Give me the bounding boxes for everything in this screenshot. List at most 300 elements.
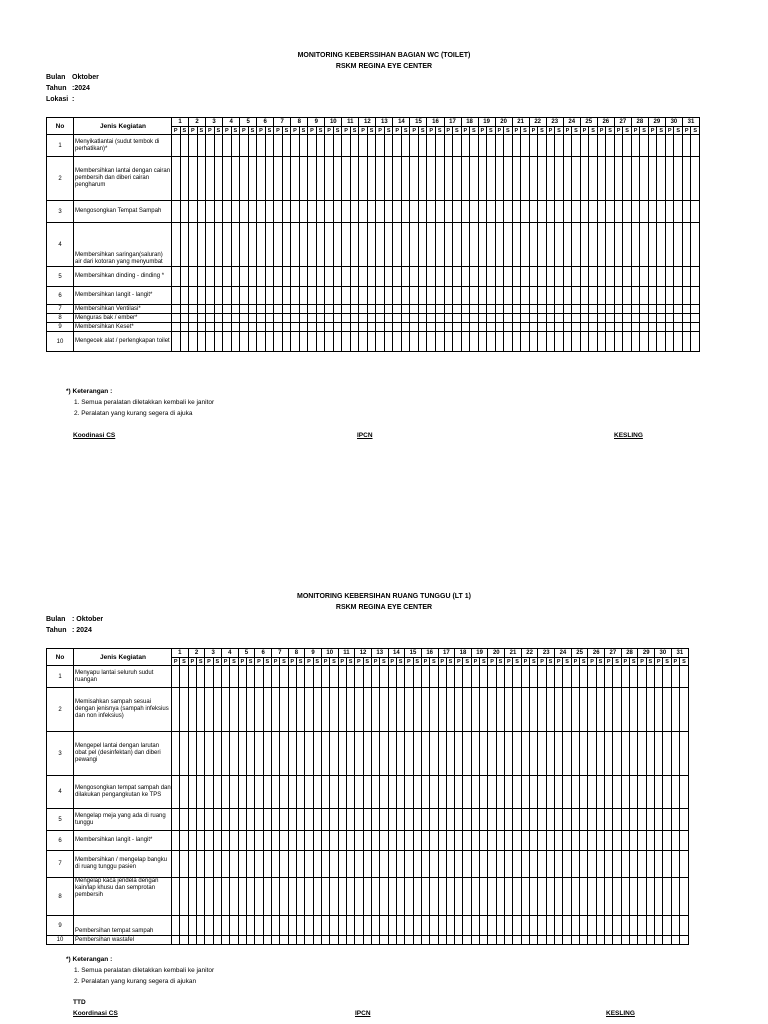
check-cell[interactable]	[280, 688, 288, 732]
check-cell[interactable]	[206, 332, 215, 352]
check-cell[interactable]	[487, 135, 496, 157]
check-cell[interactable]	[388, 936, 396, 945]
check-cell[interactable]	[197, 287, 206, 305]
check-cell[interactable]	[521, 666, 529, 688]
check-cell[interactable]	[430, 878, 438, 916]
check-cell[interactable]	[461, 323, 470, 332]
check-cell[interactable]	[305, 831, 313, 851]
check-cell[interactable]	[444, 305, 453, 314]
check-cell[interactable]	[572, 157, 581, 201]
check-cell[interactable]	[470, 201, 479, 223]
check-cell[interactable]	[196, 878, 204, 916]
check-cell[interactable]	[648, 157, 657, 201]
check-cell[interactable]	[546, 157, 555, 201]
check-cell[interactable]	[521, 776, 529, 809]
check-cell[interactable]	[621, 776, 629, 809]
check-cell[interactable]	[674, 135, 683, 157]
check-cell[interactable]	[488, 688, 496, 732]
check-cell[interactable]	[410, 223, 419, 267]
check-cell[interactable]	[480, 851, 488, 878]
check-cell[interactable]	[623, 287, 632, 305]
check-cell[interactable]	[455, 831, 463, 851]
check-cell[interactable]	[305, 732, 313, 776]
check-cell[interactable]	[471, 878, 479, 916]
check-cell[interactable]	[630, 776, 638, 809]
check-cell[interactable]	[288, 831, 296, 851]
check-cell[interactable]	[280, 878, 288, 916]
check-cell[interactable]	[321, 851, 329, 878]
check-cell[interactable]	[313, 831, 321, 851]
check-cell[interactable]	[271, 851, 279, 878]
check-cell[interactable]	[513, 809, 521, 831]
check-cell[interactable]	[363, 732, 371, 776]
check-cell[interactable]	[446, 831, 454, 851]
check-cell[interactable]	[435, 201, 444, 223]
check-cell[interactable]	[555, 287, 564, 305]
check-cell[interactable]	[529, 223, 538, 267]
check-cell[interactable]	[529, 287, 538, 305]
check-cell[interactable]	[630, 831, 638, 851]
check-cell[interactable]	[305, 878, 313, 916]
check-cell[interactable]	[663, 809, 671, 831]
check-cell[interactable]	[623, 332, 632, 352]
check-cell[interactable]	[505, 809, 513, 831]
check-cell[interactable]	[648, 332, 657, 352]
check-cell[interactable]	[248, 267, 257, 287]
check-cell[interactable]	[665, 323, 674, 332]
check-cell[interactable]	[463, 936, 471, 945]
check-cell[interactable]	[571, 688, 579, 732]
check-cell[interactable]	[376, 305, 385, 314]
check-cell[interactable]	[196, 732, 204, 776]
check-cell[interactable]	[371, 851, 379, 878]
check-cell[interactable]	[427, 323, 436, 332]
check-cell[interactable]	[546, 732, 554, 776]
check-cell[interactable]	[682, 332, 691, 352]
check-cell[interactable]	[546, 831, 554, 851]
check-cell[interactable]	[296, 688, 304, 732]
check-cell[interactable]	[455, 666, 463, 688]
check-cell[interactable]	[621, 851, 629, 878]
check-cell[interactable]	[470, 135, 479, 157]
check-cell[interactable]	[487, 201, 496, 223]
check-cell[interactable]	[180, 323, 189, 332]
check-cell[interactable]	[563, 809, 571, 831]
check-cell[interactable]	[580, 332, 589, 352]
check-cell[interactable]	[512, 323, 521, 332]
check-cell[interactable]	[538, 776, 546, 809]
check-cell[interactable]	[513, 936, 521, 945]
check-cell[interactable]	[521, 878, 529, 916]
check-cell[interactable]	[316, 157, 325, 201]
check-cell[interactable]	[213, 688, 221, 732]
check-cell[interactable]	[606, 201, 615, 223]
check-cell[interactable]	[446, 666, 454, 688]
check-cell[interactable]	[571, 936, 579, 945]
check-cell[interactable]	[563, 135, 572, 157]
check-cell[interactable]	[691, 323, 700, 332]
check-cell[interactable]	[682, 201, 691, 223]
check-cell[interactable]	[296, 732, 304, 776]
check-cell[interactable]	[355, 688, 363, 732]
check-cell[interactable]	[521, 201, 530, 223]
check-cell[interactable]	[213, 851, 221, 878]
check-cell[interactable]	[488, 831, 496, 851]
check-cell[interactable]	[546, 936, 554, 945]
check-cell[interactable]	[621, 666, 629, 688]
check-cell[interactable]	[214, 135, 223, 157]
check-cell[interactable]	[299, 201, 308, 223]
check-cell[interactable]	[646, 878, 654, 916]
check-cell[interactable]	[410, 332, 419, 352]
check-cell[interactable]	[461, 157, 470, 201]
check-cell[interactable]	[638, 831, 646, 851]
check-cell[interactable]	[393, 287, 402, 305]
check-cell[interactable]	[213, 666, 221, 688]
check-cell[interactable]	[172, 666, 180, 688]
check-cell[interactable]	[638, 732, 646, 776]
check-cell[interactable]	[495, 323, 504, 332]
check-cell[interactable]	[330, 916, 338, 936]
check-cell[interactable]	[238, 776, 246, 809]
check-cell[interactable]	[371, 732, 379, 776]
check-cell[interactable]	[631, 157, 640, 201]
check-cell[interactable]	[291, 287, 300, 305]
check-cell[interactable]	[655, 916, 663, 936]
check-cell[interactable]	[363, 666, 371, 688]
check-cell[interactable]	[274, 157, 283, 201]
check-cell[interactable]	[680, 916, 689, 936]
check-cell[interactable]	[453, 314, 462, 323]
check-cell[interactable]	[461, 314, 470, 323]
check-cell[interactable]	[333, 305, 342, 314]
check-cell[interactable]	[180, 201, 189, 223]
check-cell[interactable]	[313, 851, 321, 878]
check-cell[interactable]	[471, 809, 479, 831]
check-cell[interactable]	[682, 287, 691, 305]
check-cell[interactable]	[263, 916, 271, 936]
check-cell[interactable]	[538, 851, 546, 878]
check-cell[interactable]	[580, 201, 589, 223]
check-cell[interactable]	[606, 305, 615, 314]
check-cell[interactable]	[478, 135, 487, 157]
check-cell[interactable]	[240, 135, 249, 157]
check-cell[interactable]	[487, 314, 496, 323]
check-cell[interactable]	[563, 305, 572, 314]
check-cell[interactable]	[396, 936, 404, 945]
check-cell[interactable]	[488, 916, 496, 936]
check-cell[interactable]	[342, 323, 351, 332]
check-cell[interactable]	[470, 287, 479, 305]
check-cell[interactable]	[271, 776, 279, 809]
check-cell[interactable]	[265, 305, 274, 314]
check-cell[interactable]	[421, 831, 429, 851]
check-cell[interactable]	[496, 809, 504, 831]
check-cell[interactable]	[470, 332, 479, 352]
check-cell[interactable]	[630, 878, 638, 916]
check-cell[interactable]	[313, 666, 321, 688]
check-cell[interactable]	[691, 201, 700, 223]
check-cell[interactable]	[405, 688, 413, 732]
check-cell[interactable]	[189, 332, 198, 352]
check-cell[interactable]	[240, 267, 249, 287]
check-cell[interactable]	[393, 223, 402, 267]
check-cell[interactable]	[538, 688, 546, 732]
check-cell[interactable]	[478, 314, 487, 323]
check-cell[interactable]	[461, 287, 470, 305]
check-cell[interactable]	[188, 851, 196, 878]
check-cell[interactable]	[263, 732, 271, 776]
check-cell[interactable]	[405, 776, 413, 809]
check-cell[interactable]	[367, 287, 376, 305]
check-cell[interactable]	[308, 287, 317, 305]
check-cell[interactable]	[248, 287, 257, 305]
check-cell[interactable]	[305, 916, 313, 936]
check-cell[interactable]	[205, 916, 213, 936]
check-cell[interactable]	[214, 201, 223, 223]
check-cell[interactable]	[421, 809, 429, 831]
check-cell[interactable]	[213, 776, 221, 809]
check-cell[interactable]	[263, 666, 271, 688]
check-cell[interactable]	[405, 809, 413, 831]
check-cell[interactable]	[521, 732, 529, 776]
check-cell[interactable]	[646, 831, 654, 851]
check-cell[interactable]	[640, 287, 649, 305]
check-cell[interactable]	[342, 314, 351, 323]
check-cell[interactable]	[438, 688, 446, 732]
check-cell[interactable]	[282, 157, 291, 201]
check-cell[interactable]	[299, 314, 308, 323]
check-cell[interactable]	[271, 809, 279, 831]
check-cell[interactable]	[663, 688, 671, 732]
check-cell[interactable]	[614, 323, 623, 332]
check-cell[interactable]	[505, 776, 513, 809]
check-cell[interactable]	[371, 916, 379, 936]
check-cell[interactable]	[359, 305, 368, 314]
check-cell[interactable]	[376, 267, 385, 287]
check-cell[interactable]	[671, 878, 679, 916]
check-cell[interactable]	[480, 878, 488, 916]
check-cell[interactable]	[546, 314, 555, 323]
check-cell[interactable]	[388, 878, 396, 916]
check-cell[interactable]	[605, 878, 613, 916]
check-cell[interactable]	[333, 223, 342, 267]
check-cell[interactable]	[680, 688, 689, 732]
check-cell[interactable]	[646, 688, 654, 732]
check-cell[interactable]	[257, 201, 266, 223]
check-cell[interactable]	[388, 776, 396, 809]
check-cell[interactable]	[359, 314, 368, 323]
check-cell[interactable]	[240, 305, 249, 314]
check-cell[interactable]	[597, 287, 606, 305]
check-cell[interactable]	[529, 314, 538, 323]
check-cell[interactable]	[674, 305, 683, 314]
check-cell[interactable]	[346, 732, 354, 776]
check-cell[interactable]	[487, 157, 496, 201]
check-cell[interactable]	[230, 851, 238, 878]
check-cell[interactable]	[563, 666, 571, 688]
check-cell[interactable]	[291, 323, 300, 332]
check-cell[interactable]	[663, 732, 671, 776]
check-cell[interactable]	[214, 332, 223, 352]
check-cell[interactable]	[180, 688, 188, 732]
check-cell[interactable]	[384, 201, 393, 223]
check-cell[interactable]	[240, 157, 249, 201]
check-cell[interactable]	[274, 305, 283, 314]
check-cell[interactable]	[321, 831, 329, 851]
check-cell[interactable]	[613, 732, 621, 776]
check-cell[interactable]	[367, 332, 376, 352]
check-cell[interactable]	[280, 666, 288, 688]
check-cell[interactable]	[446, 688, 454, 732]
check-cell[interactable]	[470, 267, 479, 287]
check-cell[interactable]	[316, 323, 325, 332]
check-cell[interactable]	[480, 666, 488, 688]
check-cell[interactable]	[427, 201, 436, 223]
check-cell[interactable]	[613, 776, 621, 809]
check-cell[interactable]	[680, 809, 689, 831]
check-cell[interactable]	[172, 135, 181, 157]
check-cell[interactable]	[563, 688, 571, 732]
check-cell[interactable]	[488, 666, 496, 688]
check-cell[interactable]	[316, 332, 325, 352]
check-cell[interactable]	[657, 267, 666, 287]
check-cell[interactable]	[413, 878, 421, 916]
check-cell[interactable]	[230, 809, 238, 831]
check-cell[interactable]	[438, 831, 446, 851]
check-cell[interactable]	[529, 201, 538, 223]
check-cell[interactable]	[359, 332, 368, 352]
check-cell[interactable]	[363, 878, 371, 916]
check-cell[interactable]	[333, 157, 342, 201]
check-cell[interactable]	[572, 305, 581, 314]
check-cell[interactable]	[640, 323, 649, 332]
check-cell[interactable]	[405, 878, 413, 916]
check-cell[interactable]	[682, 135, 691, 157]
check-cell[interactable]	[596, 776, 604, 809]
check-cell[interactable]	[291, 267, 300, 287]
check-cell[interactable]	[221, 878, 229, 916]
check-cell[interactable]	[563, 936, 571, 945]
check-cell[interactable]	[265, 323, 274, 332]
check-cell[interactable]	[288, 878, 296, 916]
check-cell[interactable]	[630, 732, 638, 776]
check-cell[interactable]	[438, 809, 446, 831]
check-cell[interactable]	[571, 916, 579, 936]
check-cell[interactable]	[648, 314, 657, 323]
check-cell[interactable]	[504, 267, 513, 287]
check-cell[interactable]	[588, 831, 596, 851]
check-cell[interactable]	[648, 201, 657, 223]
check-cell[interactable]	[638, 878, 646, 916]
check-cell[interactable]	[427, 157, 436, 201]
check-cell[interactable]	[530, 936, 538, 945]
check-cell[interactable]	[291, 332, 300, 352]
check-cell[interactable]	[513, 776, 521, 809]
check-cell[interactable]	[463, 878, 471, 916]
check-cell[interactable]	[223, 267, 232, 287]
check-cell[interactable]	[538, 878, 546, 916]
check-cell[interactable]	[572, 201, 581, 223]
check-cell[interactable]	[308, 323, 317, 332]
check-cell[interactable]	[521, 267, 530, 287]
check-cell[interactable]	[263, 809, 271, 831]
check-cell[interactable]	[655, 776, 663, 809]
check-cell[interactable]	[504, 287, 513, 305]
check-cell[interactable]	[580, 323, 589, 332]
check-cell[interactable]	[614, 287, 623, 305]
check-cell[interactable]	[427, 305, 436, 314]
check-cell[interactable]	[376, 223, 385, 267]
check-cell[interactable]	[214, 287, 223, 305]
check-cell[interactable]	[648, 305, 657, 314]
check-cell[interactable]	[205, 666, 213, 688]
check-cell[interactable]	[478, 332, 487, 352]
check-cell[interactable]	[393, 267, 402, 287]
check-cell[interactable]	[172, 809, 180, 831]
check-cell[interactable]	[478, 287, 487, 305]
check-cell[interactable]	[571, 732, 579, 776]
check-cell[interactable]	[455, 878, 463, 916]
check-cell[interactable]	[396, 776, 404, 809]
check-cell[interactable]	[588, 916, 596, 936]
check-cell[interactable]	[555, 305, 564, 314]
check-cell[interactable]	[538, 305, 547, 314]
check-cell[interactable]	[405, 936, 413, 945]
check-cell[interactable]	[376, 287, 385, 305]
check-cell[interactable]	[446, 776, 454, 809]
check-cell[interactable]	[621, 878, 629, 916]
check-cell[interactable]	[646, 936, 654, 945]
check-cell[interactable]	[613, 851, 621, 878]
check-cell[interactable]	[555, 314, 564, 323]
check-cell[interactable]	[521, 851, 529, 878]
check-cell[interactable]	[529, 157, 538, 201]
check-cell[interactable]	[205, 936, 213, 945]
check-cell[interactable]	[606, 157, 615, 201]
check-cell[interactable]	[606, 323, 615, 332]
check-cell[interactable]	[308, 305, 317, 314]
check-cell[interactable]	[338, 851, 346, 878]
check-cell[interactable]	[325, 287, 334, 305]
check-cell[interactable]	[597, 135, 606, 157]
check-cell[interactable]	[530, 776, 538, 809]
check-cell[interactable]	[393, 157, 402, 201]
check-cell[interactable]	[346, 878, 354, 916]
check-cell[interactable]	[463, 666, 471, 688]
check-cell[interactable]	[355, 851, 363, 878]
check-cell[interactable]	[555, 688, 563, 732]
check-cell[interactable]	[444, 135, 453, 157]
check-cell[interactable]	[308, 267, 317, 287]
check-cell[interactable]	[444, 332, 453, 352]
check-cell[interactable]	[213, 831, 221, 851]
check-cell[interactable]	[296, 666, 304, 688]
check-cell[interactable]	[555, 201, 564, 223]
check-cell[interactable]	[231, 287, 240, 305]
check-cell[interactable]	[691, 305, 700, 314]
check-cell[interactable]	[305, 776, 313, 809]
check-cell[interactable]	[530, 916, 538, 936]
check-cell[interactable]	[563, 267, 572, 287]
check-cell[interactable]	[299, 332, 308, 352]
check-cell[interactable]	[296, 916, 304, 936]
check-cell[interactable]	[446, 936, 454, 945]
check-cell[interactable]	[589, 267, 598, 287]
check-cell[interactable]	[589, 323, 598, 332]
check-cell[interactable]	[388, 732, 396, 776]
check-cell[interactable]	[274, 314, 283, 323]
